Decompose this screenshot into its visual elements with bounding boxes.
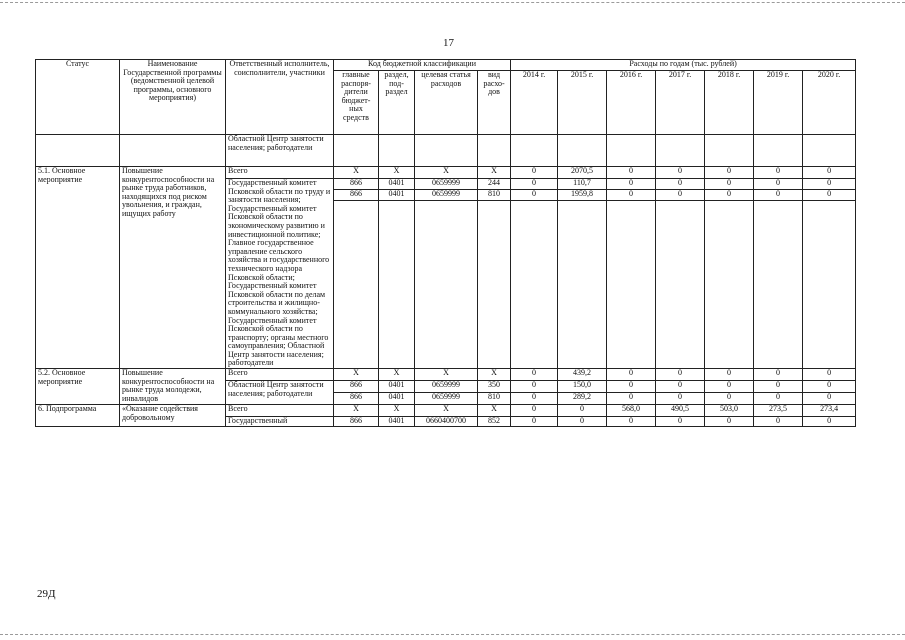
value-cell: 0 — [607, 190, 656, 201]
code-cell: X — [478, 167, 511, 179]
year-header: 2019 г. — [754, 71, 803, 135]
code-col-header: главные распоря-дители бюджет-ных средств — [334, 71, 379, 135]
total-row — [36, 369, 856, 381]
status-cell: 5.1. Основное мероприятие — [36, 167, 120, 369]
scan-edge-top — [0, 2, 905, 3]
code-col-header: раздел, под-раздел — [379, 71, 415, 135]
code-cell: 0659999 — [415, 190, 478, 201]
responsible-cell: Государственный — [226, 417, 334, 427]
value-cell: 0 — [705, 369, 754, 381]
code-cell: 0659999 — [415, 393, 478, 405]
value-cell: 0 — [656, 179, 705, 190]
value-cell: 0 — [705, 381, 754, 393]
code-cell: 0401 — [379, 190, 415, 201]
code-cell: X — [334, 369, 379, 381]
value-cell: 0 — [803, 417, 856, 427]
value-cell: 0 — [803, 381, 856, 393]
code-cell: 0659999 — [415, 381, 478, 393]
name-cell: Повышение конкурентоспособности на рынке труда молодежи, инвалидов — [120, 369, 226, 405]
value-cell: 490,5 — [656, 405, 705, 417]
value-cell: 0 — [511, 417, 558, 427]
code-cell: X — [478, 405, 511, 417]
value-cell: 0 — [656, 167, 705, 179]
value-cell: 0 — [511, 381, 558, 393]
value-cell: 2070,5 — [558, 167, 607, 179]
value-cell: 273,5 — [754, 405, 803, 417]
code-cell: 866 — [334, 190, 379, 201]
value-cell: 0 — [803, 393, 856, 405]
code-cell: X — [334, 167, 379, 179]
code-cell: 244 — [478, 179, 511, 190]
code-cell: 0401 — [379, 179, 415, 190]
responsible-cell: Областной Центр занятости населения; работодатели — [226, 135, 334, 167]
name-cell: Повышение конкурентоспособности на рынке труда работников, находящихся под риском увольнения, и граждан, ищущих работу — [120, 167, 226, 369]
code-cell: X — [415, 167, 478, 179]
value-cell: 0 — [607, 417, 656, 427]
value-cell: 0 — [511, 405, 558, 417]
value-cell: 0 — [705, 179, 754, 190]
value-cell: 0 — [558, 405, 607, 417]
value-cell: 0 — [511, 179, 558, 190]
value-cell: 0 — [607, 369, 656, 381]
value-cell: 0 — [656, 190, 705, 201]
total-row — [36, 167, 856, 179]
value-cell: 0 — [754, 381, 803, 393]
value-cell: 273,4 — [803, 405, 856, 417]
code-col-header: вид расхо-дов — [478, 71, 511, 135]
value-cell: 1959,8 — [558, 190, 607, 201]
value-cell: 0 — [656, 381, 705, 393]
status-header: Статус — [36, 60, 120, 135]
responsible-cell: Областной Центр занятости населения; работодатели — [226, 381, 334, 405]
year-header: 2017 г. — [656, 71, 705, 135]
value-cell: 0 — [754, 179, 803, 190]
code-cell: 810 — [478, 393, 511, 405]
value-cell: 0 — [511, 167, 558, 179]
value-cell: 0 — [754, 190, 803, 201]
value-cell: 0 — [803, 167, 856, 179]
code-cell: 866 — [334, 417, 379, 427]
code-cell: 852 — [478, 417, 511, 427]
header-row-1 — [36, 60, 856, 71]
value-cell: 289,2 — [558, 393, 607, 405]
total-label: Всего — [226, 369, 334, 381]
code-cell: X — [379, 167, 415, 179]
value-cell: 0 — [511, 190, 558, 201]
name-cell: «Оказание содействия добровольному — [120, 405, 226, 427]
value-cell: 0 — [803, 179, 856, 190]
value-cell: 0 — [607, 381, 656, 393]
code-col-header: целевая статья расходов — [415, 71, 478, 135]
value-cell: 439,2 — [558, 369, 607, 381]
code-cell: X — [415, 369, 478, 381]
value-cell: 0 — [705, 190, 754, 201]
code-cell: X — [478, 369, 511, 381]
code-cell: X — [379, 405, 415, 417]
code-cell: 0659999 — [415, 179, 478, 190]
value-cell: 0 — [754, 393, 803, 405]
code-cell: 0660400700 — [415, 417, 478, 427]
value-cell: 150,0 — [558, 381, 607, 393]
responsible-cell: Государственный комитет Псковской области по труду и занятости населения; Государственный комитет Псковской области по экономическому развитию и инвестиционной политике; Главное государственное управление сельского хозяйства и государственного технического надзора Псковской области; Государственный комитет Псковской области по делам строительства и жилищно-коммунального хозяйства; Государственный комитет Псковской области по транспорту; органы местного самоуправления; Областной Центр занятости населения; работодатели — [226, 179, 334, 369]
year-header: 2018 г. — [705, 71, 754, 135]
value-cell: 0 — [656, 393, 705, 405]
responsible-header: Ответственный исполнитель, соисполнители, участники — [226, 60, 334, 135]
name-header: Наименование Государственной программы (ведомственной целевой программы, основного мероприятия) — [120, 60, 226, 135]
year-header: 2014 г. — [511, 71, 558, 135]
code-cell: 0401 — [379, 417, 415, 427]
year-header: 2016 г. — [607, 71, 656, 135]
code-cell: 866 — [334, 381, 379, 393]
budget-table — [35, 59, 856, 427]
value-cell: 0 — [607, 179, 656, 190]
value-cell: 0 — [656, 417, 705, 427]
code-cell: X — [379, 369, 415, 381]
budget-code-header: Код бюджетной классификации — [334, 60, 511, 71]
page-number: 17 — [443, 37, 454, 49]
value-cell: 568,0 — [607, 405, 656, 417]
total-label: Всего — [226, 167, 334, 179]
code-cell: 810 — [478, 190, 511, 201]
value-cell: 0 — [803, 369, 856, 381]
value-cell: 0 — [511, 393, 558, 405]
scan-edge-bottom — [0, 634, 905, 635]
year-header: 2015 г. — [558, 71, 607, 135]
code-cell: 0401 — [379, 393, 415, 405]
value-cell: 503,0 — [705, 405, 754, 417]
year-header: 2020 г. — [803, 71, 856, 135]
value-cell: 0 — [705, 167, 754, 179]
value-cell: 0 — [705, 417, 754, 427]
status-cell: 5.2. Основное мероприятие — [36, 369, 120, 405]
code-cell: X — [334, 405, 379, 417]
total-label: Всего — [226, 405, 334, 417]
value-cell: 0 — [558, 417, 607, 427]
value-cell: 0 — [803, 190, 856, 201]
value-cell: 0 — [705, 393, 754, 405]
total-row — [36, 405, 856, 417]
code-cell: 866 — [334, 179, 379, 190]
value-cell: 0 — [656, 369, 705, 381]
value-cell: 0 — [607, 167, 656, 179]
footer-code: 29Д — [37, 588, 56, 600]
status-cell: 6. Подпрограмма — [36, 405, 120, 427]
code-cell: 866 — [334, 393, 379, 405]
code-cell: 350 — [478, 381, 511, 393]
value-cell: 0 — [511, 369, 558, 381]
code-cell: 0401 — [379, 381, 415, 393]
expense-header: Расходы по годам (тыс. рублей) — [511, 60, 856, 71]
value-cell: 0 — [754, 369, 803, 381]
value-cell: 0 — [754, 167, 803, 179]
value-cell: 110,7 — [558, 179, 607, 190]
value-cell: 0 — [607, 393, 656, 405]
carryover-row — [36, 135, 856, 167]
value-cell: 0 — [754, 417, 803, 427]
code-cell: X — [415, 405, 478, 417]
